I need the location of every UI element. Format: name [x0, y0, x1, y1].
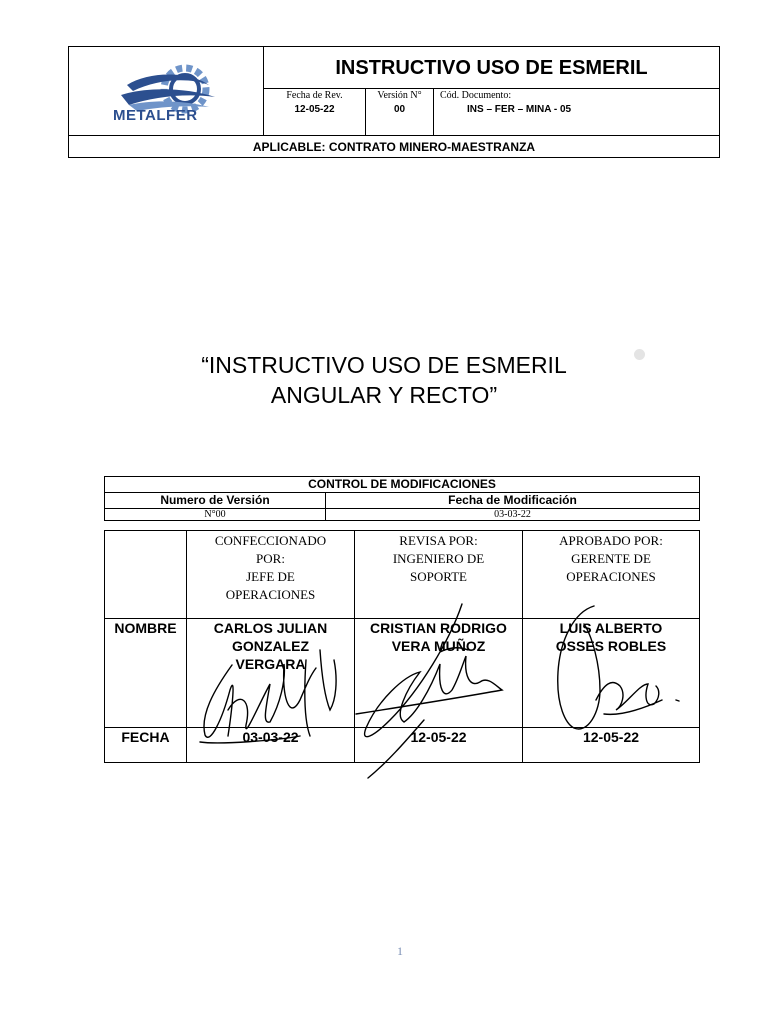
- document-code-value: INS – FER – MINA - 05: [467, 104, 572, 115]
- control-title: CONTROL DE MODIFICACIONES: [105, 477, 700, 493]
- reviewer-name-line: CRISTIAN RODRIGO: [370, 620, 507, 636]
- version-label: Versión N°: [377, 90, 422, 101]
- reviewed-by-line: REVISA POR:: [399, 533, 478, 548]
- document-title: INSTRUCTIVO USO DE ESMERIL: [264, 47, 719, 89]
- logo-text: METALFER: [113, 107, 198, 124]
- page-number: 1: [397, 944, 403, 958]
- main-title-line-1: “INSTRUCTIVO USO DE ESMERIL: [201, 352, 567, 378]
- scan-speck: [634, 349, 645, 360]
- reviewed-by-cell: [355, 531, 523, 619]
- prepared-by-line: OPERACIONES: [225, 587, 316, 602]
- main-title-line-2: ANGULAR Y RECTO”: [270, 382, 498, 408]
- prepared-by-line: JEFE DE: [246, 569, 295, 584]
- modification-date-column-header: Fecha de Modificación: [326, 493, 700, 509]
- reviewed-by-line: SOPORTE: [409, 569, 467, 584]
- reviewer-date: 12-05-22: [355, 728, 523, 763]
- approved-by-cell: [523, 531, 700, 619]
- control-date-cell: 03-03-22: [326, 509, 700, 521]
- preparer-name-line: VERGARA: [235, 656, 306, 672]
- document-header: [68, 46, 720, 158]
- prepared-by-line: CONFECCIONADO: [214, 533, 327, 548]
- revision-date-cell: [264, 89, 366, 135]
- document-code-cell: [434, 89, 719, 135]
- version-column-header: Numero de Versión: [105, 493, 326, 509]
- preparer-name-line: CARLOS JULIAN: [213, 620, 328, 636]
- revision-date-value: 12-05-22: [294, 104, 335, 115]
- applicable-contract: APLICABLE: CONTRATO MINERO-MAESTRANZA: [69, 135, 719, 157]
- preparer-name-line: GONZALEZ: [232, 638, 309, 654]
- reviewer-name-line: VERA MUÑOZ: [391, 638, 486, 654]
- control-version-cell: N°00: [105, 509, 326, 521]
- document-code-label: Cód. Documento:: [440, 90, 512, 101]
- approver-name-line: OSSES ROBLES: [555, 638, 667, 654]
- prepared-by-cell: [187, 531, 355, 619]
- approver-name-line: LUIS ALBERTO: [559, 620, 663, 636]
- version-cell: [366, 89, 434, 135]
- revision-date-label: Fecha de Rev.: [286, 90, 343, 101]
- name-row-label: NOMBRE: [105, 619, 187, 728]
- approver-date: 12-05-22: [523, 728, 700, 763]
- main-title: [0, 350, 768, 410]
- approved-by-line: OPERACIONES: [566, 569, 656, 584]
- approver-name: [523, 619, 700, 728]
- approved-by-line: GERENTE DE: [571, 551, 651, 566]
- reviewed-by-line: INGENIERO DE: [392, 551, 485, 566]
- prepared-by-line: POR:: [256, 551, 285, 566]
- preparer-name: [187, 619, 355, 728]
- modification-control-table: [104, 476, 700, 521]
- reviewer-name: [355, 619, 523, 728]
- empty-corner-cell: [105, 531, 187, 619]
- company-logo: [69, 47, 264, 135]
- date-row-label: FECHA: [105, 728, 187, 763]
- approved-by-line: APROBADO POR:: [559, 533, 663, 548]
- preparer-date: 03-03-22: [187, 728, 355, 763]
- approval-table: [104, 530, 700, 763]
- version-value: 00: [393, 104, 406, 115]
